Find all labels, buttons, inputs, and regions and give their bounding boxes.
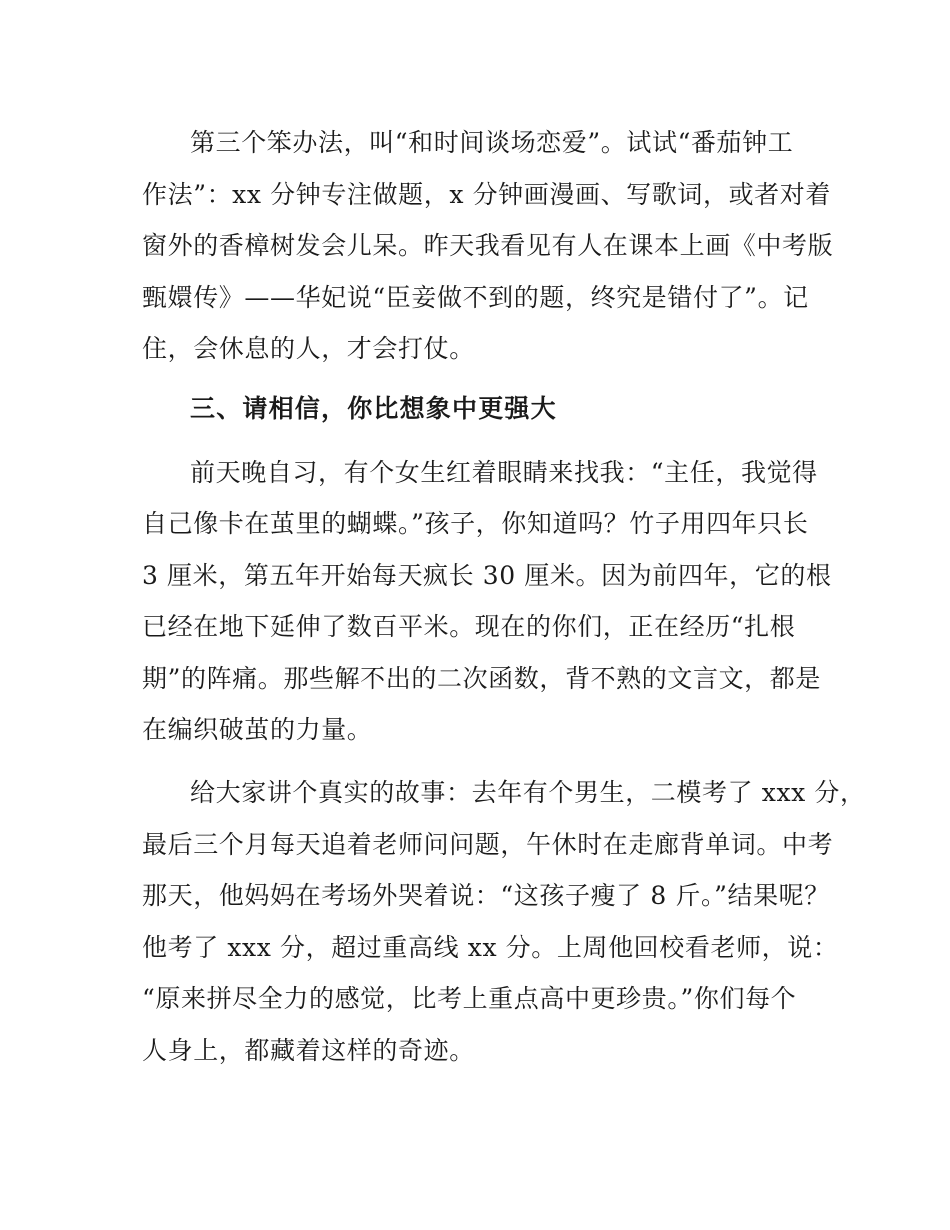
paragraph-1-line-4: 甄嬛传》——华妃说“臣妾做不到的题，终究是错付了”。记 — [142, 283, 809, 312]
paragraph-3-line-2: 最后三个月每天追着老师问问题，午休时在走廊背单词。中考 — [142, 830, 834, 859]
paragraph-3-line-5: “原来拼尽全力的感觉，比考上重点高中更珍贵。”你们每个 — [142, 984, 797, 1013]
paragraph-2-line-2: 自己像卡在茧里的蝴蝶。”孩子，你知道吗？竹子用四年只长 — [142, 509, 809, 538]
paragraph-2-line-3: 3 厘米，第五年开始每天疯长 30 厘米。因为前四年，它的根 — [142, 561, 832, 590]
paragraph-3-line-4: 他考了 xxx 分，超过重高线 xx 分。上周他回校看老师，说： — [142, 933, 839, 962]
paragraph-3-line-6: 人身上，都藏着这样的奇迹。 — [142, 1036, 475, 1065]
paragraph-1-line-1: 第三个笨办法，叫“和时间谈场恋爱”。试试“番茄钟工 — [190, 128, 794, 157]
section-heading: 三、请相信，你比想象中更强大 — [190, 394, 557, 423]
paragraph-2-line-5: 期”的阵痛。那些解不出的二次函数，背不熟的文言文，都是 — [142, 664, 821, 693]
paragraph-1-line-5: 住，会休息的人，才会打仗。 — [142, 334, 475, 363]
paragraph-2-line-6: 在编织破茧的力量。 — [142, 715, 373, 744]
paragraph-2-line-4: 已经在地下延伸了数百平米。现在的你们，正在经历“扎根 — [142, 612, 796, 641]
paragraph-2-line-1: 前天晚自习，有个女生红着眼睛来找我：“主任，我觉得 — [190, 458, 818, 487]
paragraph-3-line-1: 给大家讲个真实的故事：去年有个男生，二模考了 xxx 分， — [190, 778, 866, 807]
paragraph-1-line-2: 作法”：xx 分钟专注做题，x 分钟画漫画、写歌词，或者对着 — [142, 180, 831, 209]
paragraph-3-line-3: 那天，他妈妈在考场外哭着说：“这孩子瘦了 8 斤。”结果呢？ — [142, 881, 830, 910]
paragraph-1-line-3: 窗外的香樟树发会儿呆。昨天我看见有人在课本上画《中考版 — [142, 231, 834, 260]
